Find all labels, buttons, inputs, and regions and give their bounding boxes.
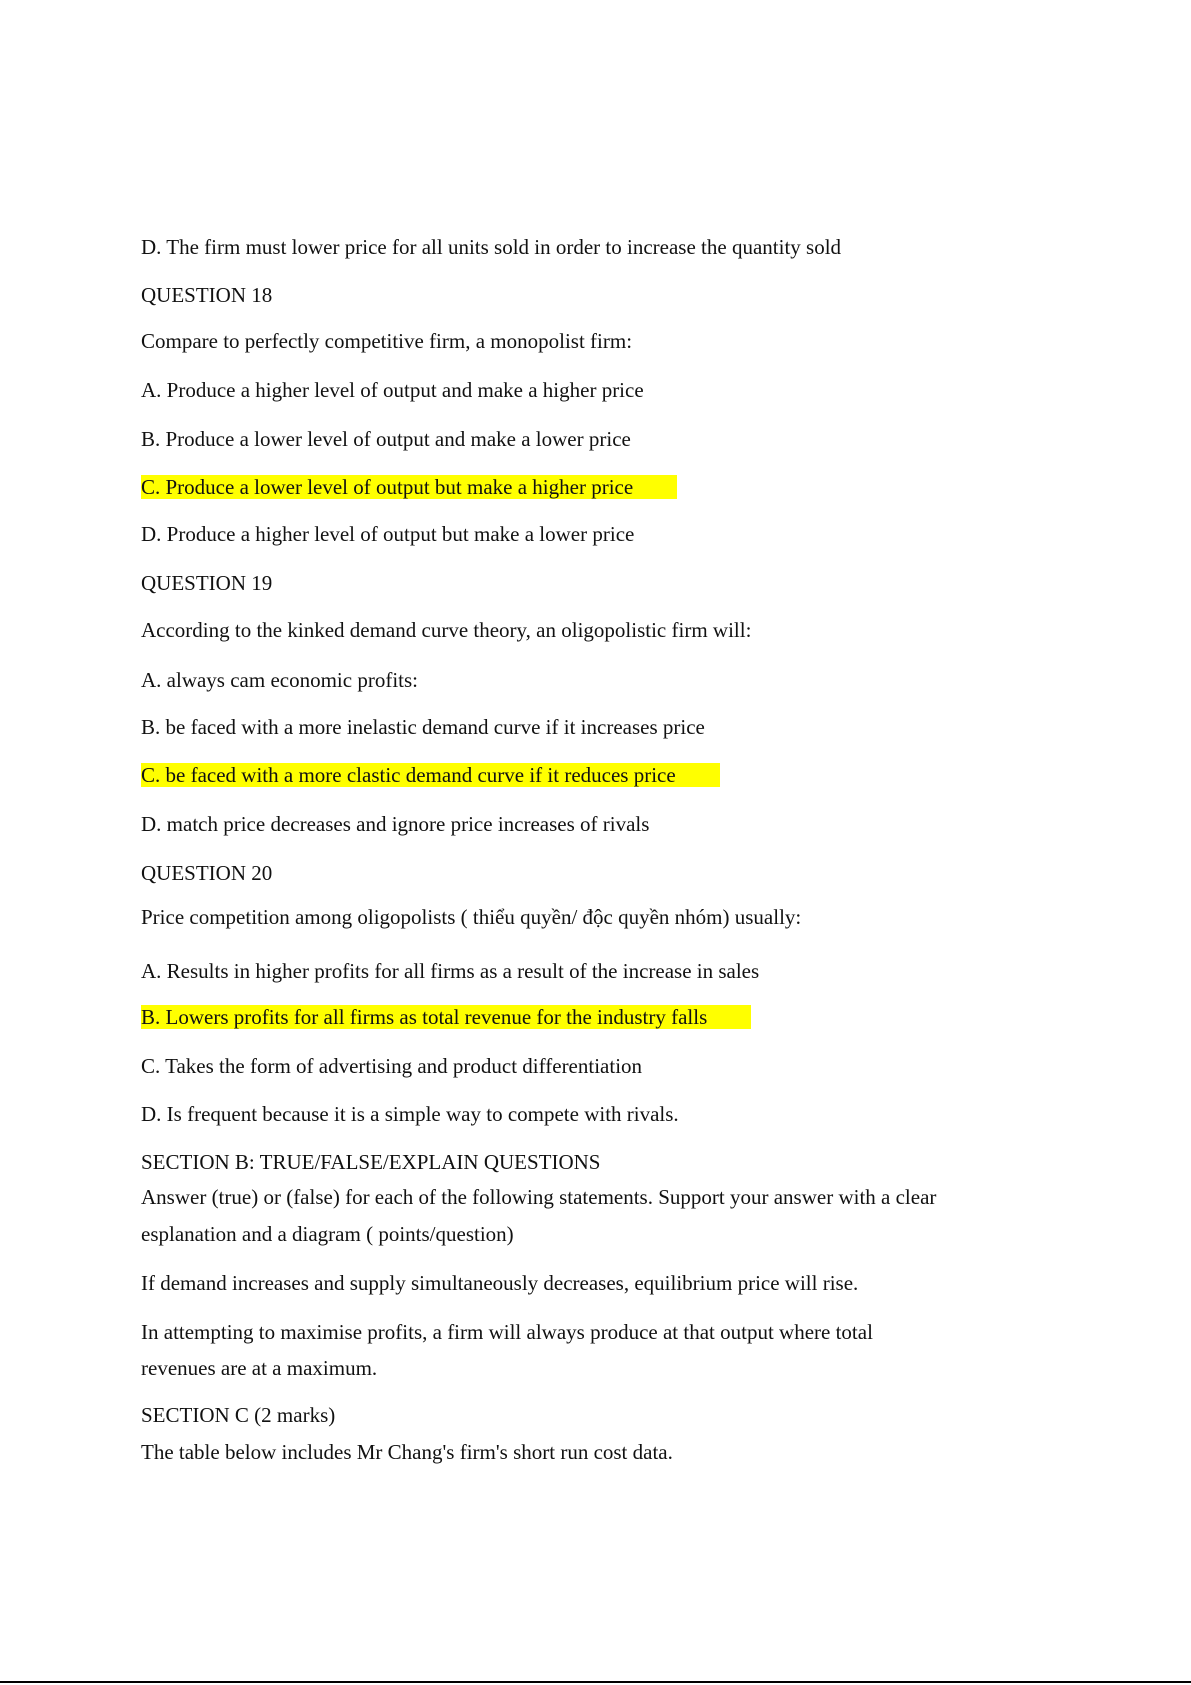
section-b-instruction-line1: Answer (true) or (false) for each of the following statements. Support your answer with a clear xyxy=(141,1185,937,1209)
q18-option-d: D. Produce a higher level of output but make a lower price xyxy=(141,522,635,546)
q20-heading: QUESTION 20 xyxy=(141,861,273,885)
q20-option-a: A. Results in higher profits for all firms as a result of the increase in sales xyxy=(141,959,760,983)
q19-option-b: B. be faced with a more inelastic demand curve if it increases price xyxy=(141,715,705,739)
answer-highlight: B. Lowers profits for all firms as total revenue for the industry falls xyxy=(141,1005,751,1029)
q18-stem: Compare to perfectly competitive firm, a monopolist firm: xyxy=(141,329,633,353)
section-b-heading: SECTION B: TRUE/FALSE/EXPLAIN QUESTIONS xyxy=(141,1150,601,1174)
q20-option-d: D. Is frequent because it is a simple way to compete with rivals. xyxy=(141,1102,679,1126)
page-bottom-rule xyxy=(0,1681,1191,1683)
q18-option-c-answer xyxy=(141,474,677,500)
section-b-statement-1: If demand increases and supply simultaneously decreases, equilibrium price will rise. xyxy=(141,1271,859,1295)
q19-option-a: A. always cam economic profits: xyxy=(141,668,418,692)
section-c-heading: SECTION C (2 marks) xyxy=(141,1403,336,1427)
section-b-statement-2-line1: In attempting to maximise profits, a firm will always produce at that output where total xyxy=(141,1320,873,1344)
q19-option-c-answer xyxy=(141,762,720,788)
section-b-instruction-line2: esplanation and a diagram ( points/question) xyxy=(141,1222,514,1246)
section-b-statement-2-line2: revenues are at a maximum. xyxy=(141,1356,378,1380)
q19-option-d: D. match price decreases and ignore price increases of rivals xyxy=(141,812,650,836)
q18-option-b: B. Produce a lower level of output and make a lower price xyxy=(141,427,631,451)
q20-option-b-answer xyxy=(141,1004,751,1030)
q18-option-a: A. Produce a higher level of output and make a higher price xyxy=(141,378,644,402)
q20-stem: Price competition among oligopolists ( thiểu quyền/ độc quyền nhóm) usually: xyxy=(141,905,802,929)
answer-highlight: C. Produce a lower level of output but make a higher price xyxy=(141,475,677,499)
q19-heading: QUESTION 19 xyxy=(141,571,273,595)
q17-option-d: D. The firm must lower price for all units sold in order to increase the quantity sold xyxy=(141,235,842,259)
section-c-intro: The table below includes Mr Chang's firm's short run cost data. xyxy=(141,1440,673,1464)
q18-heading: QUESTION 18 xyxy=(141,283,273,307)
q19-stem: According to the kinked demand curve theory, an oligopolistic firm will: xyxy=(141,618,752,642)
answer-highlight: C. be faced with a more clastic demand curve if it reduces price xyxy=(141,763,720,787)
q20-option-c: C. Takes the form of advertising and product differentiation xyxy=(141,1054,643,1078)
